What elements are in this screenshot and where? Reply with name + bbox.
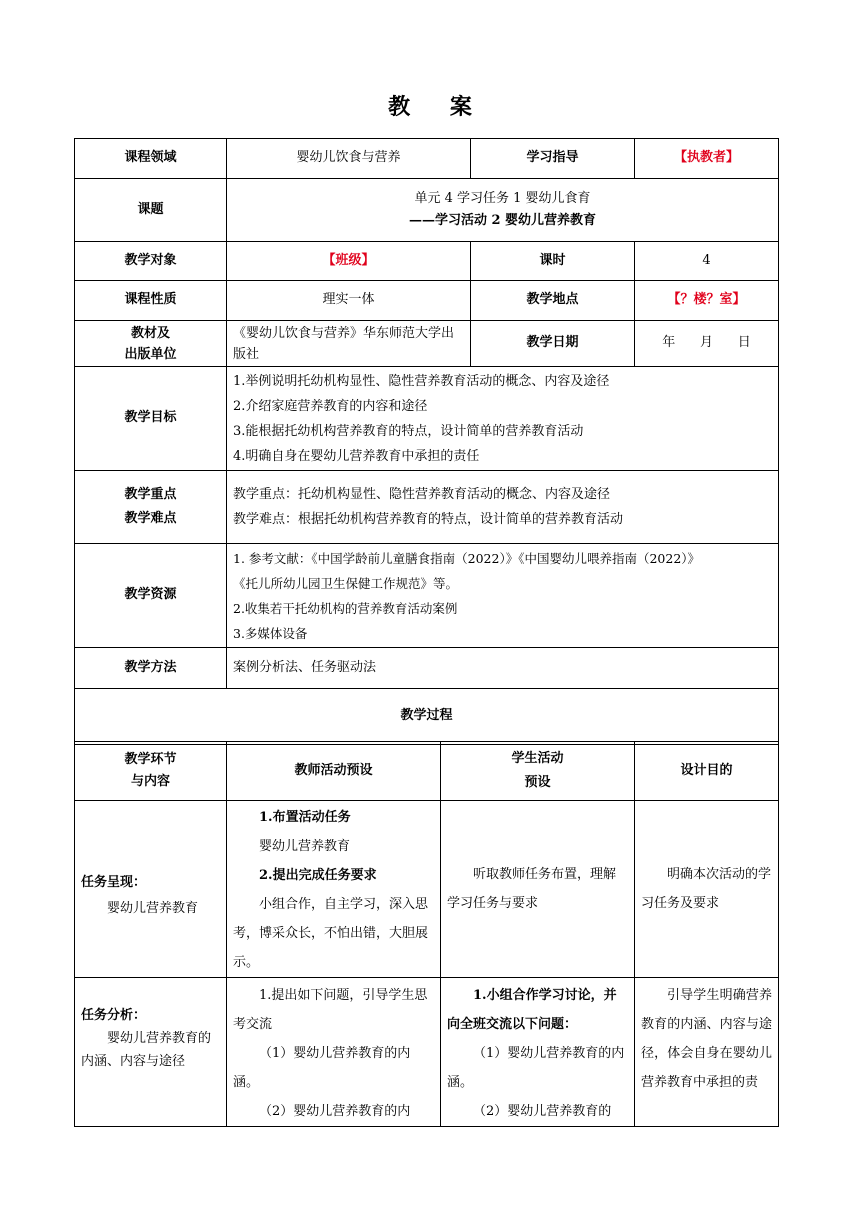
date-value: 年 月 日 [635,321,779,367]
resources-list [227,544,779,648]
topic-line-1: 单元 4 学习任务 1 婴幼儿食育 [414,191,591,206]
topic-value [227,179,779,242]
stage-body: 婴幼儿营养教育 [107,901,199,916]
student-step: 1.小组合作学习讨论，并向全班交流以下问题： [447,988,617,1032]
process-header-row [75,742,779,801]
location-label: 教学地点 [471,281,635,321]
methods-value: 案例分析法、任务驱动法 [227,648,779,689]
student-cell [441,978,635,1127]
key-points-label [75,471,227,544]
student-header [441,742,635,801]
row-key-points [75,471,779,544]
teacher-step: 1.布置活动任务 [259,810,351,825]
teacher-step: 2.提出完成任务要求 [259,868,377,883]
stage-title: 任务分析： [81,1008,147,1023]
textbook-label [75,321,227,367]
row-process-heading [75,689,779,745]
nature-label: 课程性质 [75,281,227,321]
teacher-cell [227,978,441,1127]
purpose-cell: 明确本次活动的学习任务及要求 [635,801,779,978]
stage-body: 婴幼儿营养教育的内涵、内容与途径 [81,1031,212,1069]
objective-item: 1.举例说明托幼机构显性、隐性营养教育活动的概念、内容及途径 [233,373,610,389]
process-table [74,741,779,1127]
student-header-line-2: 预设 [524,775,551,790]
course-field-label: 课程领域 [75,139,227,179]
stage-cell [75,801,227,978]
key-points-label-line-1: 教学重点 [124,487,177,502]
student-step: （2）婴幼儿营养教育的 [473,1104,612,1119]
row-topic [75,179,779,242]
row-methods [75,648,779,689]
objectives-label: 教学目标 [75,367,227,471]
stage-header-line-1: 教学环节 [124,752,177,767]
methods-label: 教学方法 [75,648,227,689]
textbook-label-line-2: 出版单位 [124,346,177,362]
textbook-label-line-1: 教材及 [130,325,170,341]
row-textbook [75,321,779,367]
key-points-label-line-2: 教学难点 [124,511,177,526]
row-course-field [75,139,779,179]
date-label: 教学日期 [471,321,635,367]
topic-label: 课题 [75,179,227,242]
nature-value: 理实一体 [227,281,471,321]
teacher-step: 婴幼儿营养教育 [259,839,351,854]
row-audience [75,242,779,281]
key-point-item: 教学难点：根据托幼机构营养教育的特点，设计简单的营养教育活动 [233,512,624,527]
hours-value: 4 [635,242,779,281]
stage-header [75,742,227,801]
teacher-step: （1）婴幼儿营养教育的内涵。 [233,1046,411,1090]
resource-item: 《托儿所幼儿园卫生保健工作规范》等。 [233,575,459,591]
guide-value: 【执教者】 [635,139,779,179]
objective-item: 2.介绍家庭营养教育的内容和途径 [233,398,428,414]
student-header-line-1: 学生活动 [511,751,564,766]
audience-label: 教学对象 [75,242,227,281]
row-nature [75,281,779,321]
key-points-list [227,471,779,544]
purpose-header: 设计目的 [635,742,779,801]
process-heading: 教学过程 [75,689,779,745]
course-field-value: 婴幼儿饮食与营养 [227,139,471,179]
process-row [75,801,779,978]
student-step: （1）婴幼儿营养教育的内涵。 [447,1046,625,1090]
audience-value: 【班级】 [227,242,471,281]
location-value: 【？楼？室】 [635,281,779,321]
resource-item: 1. 参考文献：《中国学龄前儿童膳食指南（2022）》《中国婴幼儿喂养指南（2022）》 [233,550,701,566]
objective-item: 4.明确自身在婴幼儿营养教育中承担的责任 [233,448,480,464]
key-point-item: 教学重点：托幼机构显性、隐性营养教育活动的概念、内容及途径 [233,487,611,502]
resources-label: 教学资源 [75,544,227,648]
resource-item: 2.收集若干托幼机构的营养教育活动案例 [233,600,458,616]
purpose-cell: 引导学生明确营养教育的内涵、内容与途径，体会自身在婴幼儿营养教育中承担的责 [635,978,779,1127]
row-resources [75,544,779,648]
lesson-plan-table [74,138,779,745]
page-title: 教 案 [388,95,488,120]
teacher-header: 教师活动预设 [227,742,441,801]
student-cell: 听取教师任务布置，理解学习任务与要求 [441,801,635,978]
row-objectives [75,367,779,471]
teacher-cell [227,801,441,978]
textbook-value: 《婴幼儿饮食与营养》华东师范大学出版社 [227,321,471,367]
stage-title: 任务呈现： [81,875,147,890]
stage-cell [75,978,227,1127]
objective-item: 3.能根据托幼机构营养教育的特点，设计简单的营养教育活动 [233,423,584,439]
teacher-step: 小组合作，自主学习，深入思考，博采众长，不怕出错，大胆展示。 [233,897,429,970]
teacher-step: （2）婴幼儿营养教育的内 [259,1104,411,1119]
resource-item: 3.多媒体设备 [233,625,308,641]
process-row [75,978,779,1127]
stage-header-line-2: 与内容 [130,774,170,789]
hours-label: 课时 [471,242,635,281]
teacher-step: 1.提出如下问题，引导学生思考交流 [233,988,428,1032]
objectives-list [227,367,779,471]
guide-label: 学习指导 [471,139,635,179]
topic-line-2: ——学习活动 2 婴幼儿营养教育 [408,213,597,228]
